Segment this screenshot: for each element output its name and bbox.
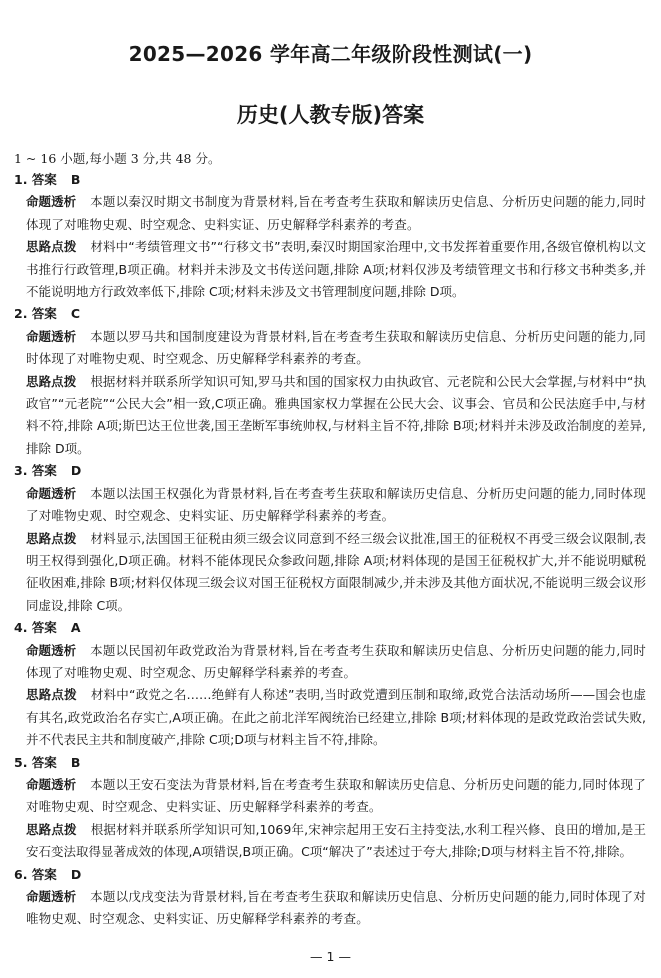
question-2 <box>14 303 646 460</box>
tip-block <box>14 819 646 864</box>
analysis-text: 本题以民国初年政党政治为背景材料,旨在考查考生获取和解读历史信息、分析历史问题的能力,同时体现了对唯物史观、时空观念、历史解释学科素养的考查。 <box>26 642 646 680</box>
document-subtitle: 历史(人教专版)答案 <box>236 103 425 127</box>
analysis-label: 命题透析 <box>26 485 77 501</box>
analysis-text: 本题以法国王权强化为背景材料,旨在考查考生获取和解读历史信息、分析历史问题的能力,同时体现了对唯物史观、时空观念、史料实证、历史解释学科素养的考查。 <box>26 485 646 524</box>
analysis-block <box>14 483 646 528</box>
tip-text: 材料显示,法国国王征税由须三级会议同意到不经三级会议批准,国王的征税权不再受三级会议限制,表明王权得到强化,D项正确。材料不能体现民众参政问题,排除 A项;材料体现的是国王征税权扩大,并不能说明赋税征收困难,排除 B项;材料仅体现三级会议对国王征税权方面限制减少,并未涉及其他方面状况,不能说明三级会议形同虚设,排除 C项。 <box>26 530 646 613</box>
question-number: 3. 答案 <box>14 463 57 479</box>
tip-text: 根据材料并联系所学知识可知,1069年,宋神宗起用王安石主持变法,水利工程兴修、良田的增加,是王安石变法取得显著成效的体现,A项错误,B项正确。C项“解决了”表述过于夸大,排除;D项与材料主旨不符,排除。 <box>26 821 646 860</box>
tip-label: 思路点拨 <box>26 373 77 389</box>
scoring-intro: 1 ~ 16 小题,每小题 3 分,共 48 分。 <box>14 151 221 166</box>
answer-line <box>14 303 646 325</box>
question-number: 1. 答案 <box>14 172 57 187</box>
answer-choice: A <box>70 620 81 636</box>
analysis-block <box>14 640 646 685</box>
question-1 <box>14 169 646 303</box>
analysis-label: 命题透析 <box>26 328 77 344</box>
analysis-text: 本题以罗马共和国制度建设为背景材料,旨在考查考生获取和解读历史信息、分析历史问题的能力,同时体现了对唯物史观、时空观念、历史解释学科素养的考查。 <box>26 328 646 367</box>
answer-line <box>14 617 646 639</box>
analysis-block <box>14 326 646 371</box>
answer-choice: B <box>70 172 81 187</box>
answer-line <box>14 460 646 482</box>
answer-list <box>14 169 646 931</box>
answer-choice: B <box>70 754 81 770</box>
answer-choice: D <box>70 866 82 882</box>
analysis-label: 命题透析 <box>26 194 77 210</box>
tip-block <box>14 236 646 303</box>
tip-text: 材料中“考绩管理文书”“行移文书”表明,秦汉时期国家治理中,文书发挥着重要作用,各级官僚机构以文书推行行政管理,B项正确。材料并未涉及文书传送问题,排除 A项;材料仅涉及考绩管理文书和行移文书种类多,并不能说明地方行政效率低下,排除 C项;材料未涉及文书管理制度问题,排除 D项。 <box>26 239 646 300</box>
answer-line <box>14 864 646 886</box>
question-4 <box>14 617 646 751</box>
analysis-text: 本题以王安石变法为背景材料,旨在考查考生获取和解读历史信息、分析历史问题的能力,同时体现了对唯物史观、时空观念、史料实证、历史解释学科素养的考查。 <box>26 776 646 815</box>
answer-line <box>14 169 646 191</box>
answer-line <box>14 752 646 774</box>
tip-block <box>14 528 646 618</box>
tip-label: 思路点拨 <box>26 821 77 837</box>
analysis-block <box>14 191 646 236</box>
question-number: 2. 答案 <box>14 306 57 322</box>
tip-label: 思路点拨 <box>26 687 77 703</box>
question-number: 4. 答案 <box>14 620 57 636</box>
analysis-block <box>14 886 646 931</box>
question-number: 6. 答案 <box>14 866 57 882</box>
answer-choice: D <box>70 463 82 479</box>
analysis-label: 命题透析 <box>26 889 77 904</box>
tip-text: 材料中“政党之名……绝鲜有人称述”表明,当时政党遭到压制和取缔,政党合法活动场所——国会也虚有其名,政党政治名存实亡,A项正确。在此之前北洋军阀统治已经建立,排除 B项;材料体现的是政党政治尝试失败,并不代表民主共和制度破产,排除 C项;D项与材料主旨不符,排除。 <box>26 687 646 748</box>
tip-label: 思路点拨 <box>26 530 77 546</box>
tip-text: 根据材料并联系所学知识可知,罗马共和国的国家权力由执政官、元老院和公民大会掌握,与材料中“执政官”“元老院”“公民大会”相一致,C项正确。雅典国家权力掌握在公民大会、议事会、官员和公民法庭手中,与材料不符,排除 A项;斯巴达王位世袭,国王垄断军事统帅权,与材料主旨不符,排除 B项;材料并未涉及政治制度的差异,排除 D项。 <box>26 373 646 456</box>
question-6 <box>14 864 646 931</box>
analysis-label: 命题透析 <box>26 776 77 792</box>
page-number: — 1 — <box>310 949 351 964</box>
answer-choice: C <box>70 306 80 322</box>
analysis-block <box>14 774 646 819</box>
question-3 <box>14 460 646 617</box>
analysis-text: 本题以秦汉时期文书制度为背景材料,旨在考查考生获取和解读历史信息、分析历史问题的能力,同时体现了对唯物史观、时空观念、史料实证、历史解释学科素养的考查。 <box>26 194 646 232</box>
tip-block <box>14 371 646 461</box>
question-number: 5. 答案 <box>14 754 57 770</box>
tip-label: 思路点拨 <box>26 239 77 255</box>
analysis-text: 本题以戊戌变法为背景材料,旨在考查考生获取和解读历史信息、分析历史问题的能力,同时体现了对唯物史观、时空观念、史料实证、历史解释学科素养的考查。 <box>26 889 646 927</box>
analysis-label: 命题透析 <box>26 642 77 658</box>
document-title: 2025—2026 学年高二年级阶段性测试(一) <box>128 42 533 66</box>
tip-block <box>14 684 646 751</box>
question-5 <box>14 752 646 864</box>
